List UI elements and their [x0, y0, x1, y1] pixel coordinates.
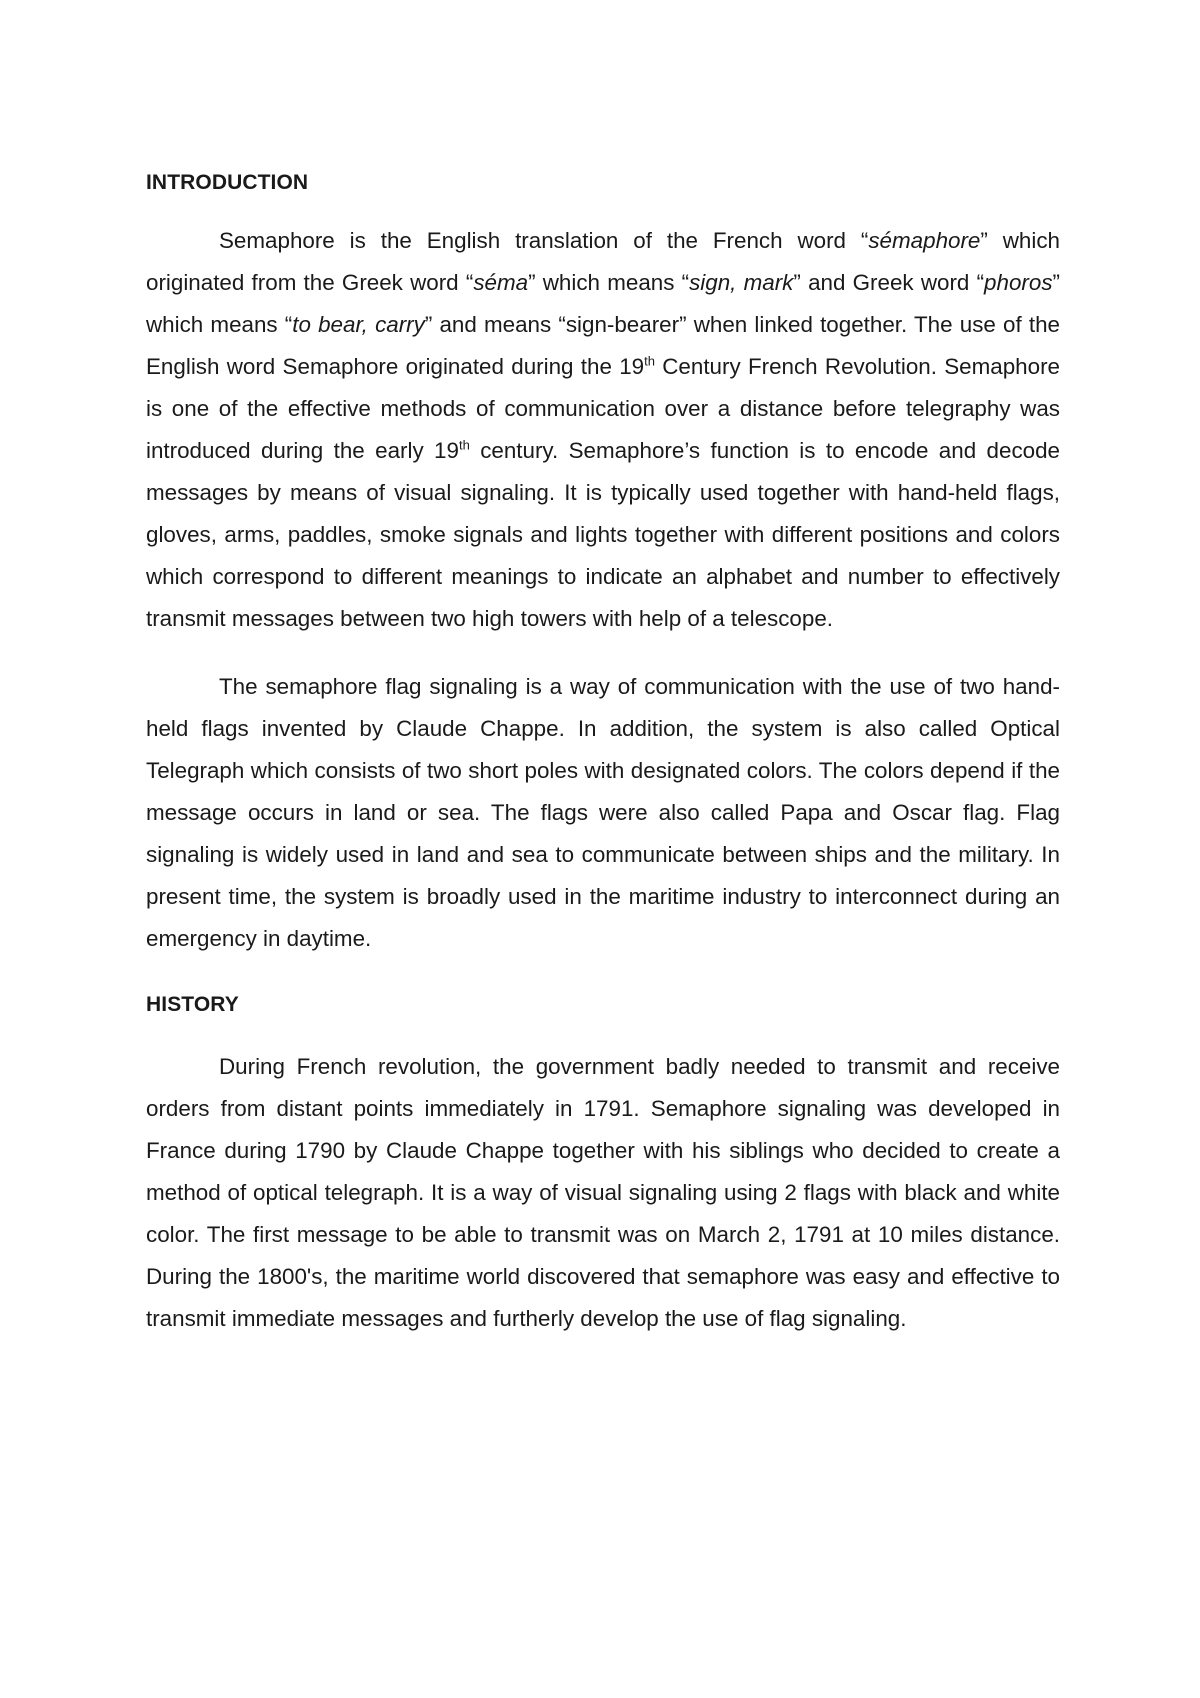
introduction-paragraph-2: The semaphore flag signaling is a way of communication with the use of two hand-held flags invented by Claude Chappe. In addition, the system is also called Optical Telegraph which consists of two short poles with designated colors. The colors depend if the message occurs in land or sea. The flags were also called Papa and Oscar flag. Flag signaling is widely used in land and sea to communicate between ships and the military. In present time, the system is broadly used in the maritime industry to interconnect during an emergency in daytime. — [146, 674, 1060, 951]
text-span: ” and Greek word “ — [793, 270, 985, 295]
superscript: th — [644, 353, 655, 369]
text-span: ” which means “ — [146, 270, 1060, 337]
italic-term: phoros — [984, 270, 1053, 295]
introduction-paragraph-1 — [146, 220, 1060, 640]
italic-term: séma — [473, 270, 529, 295]
text-span: century. Semaphore’s function is to encode and decode messages by means of visual signaling. It is typically used together with hand-held flags, gloves, arms, paddles, smoke signals and lights together with different positions and colors which correspond to different meanings to indicate an alphabet and number to effectively transmit messages between two high towers with help of a telescope. — [146, 438, 1060, 631]
history-heading: HISTORY — [146, 993, 239, 1016]
text-span: ” which means “ — [528, 270, 690, 295]
italic-term: sign, mark — [689, 270, 794, 295]
italic-term: to bear, carry — [292, 312, 425, 337]
text-span: Semaphore is the English translation of the French word “ — [219, 228, 869, 253]
text-span: ” and means “sign-bearer” when linked together. The use of the English word Semaphore originated during the 19 — [146, 312, 1060, 379]
italic-term: sémaphore — [868, 228, 981, 253]
document-body — [146, 168, 1060, 1340]
text-span: Century French Revolution. Semaphore is one of the effective methods of communication over a distance before telegraphy was introduced during the early 19 — [146, 354, 1060, 463]
introduction-heading: INTRODUCTION — [146, 171, 309, 194]
text-span: ” which originated from the Greek word “ — [146, 228, 1060, 295]
superscript: th — [458, 437, 470, 453]
history-paragraph-1: During French revolution, the government badly needed to transmit and receive orders from distant points immediately in 1791. Semaphore signaling was developed in France during 1790 by Claude Chappe together with his siblings who decided to create a method of optical telegraph. It is a way of visual signaling using 2 flags with black and white color. The first message to be able to transmit was on March 2, 1791 at 10 miles distance. During the 1800's, the maritime world discovered that semaphore was easy and effective to transmit immediate messages and furtherly develop the use of flag signaling. — [146, 1054, 1060, 1331]
